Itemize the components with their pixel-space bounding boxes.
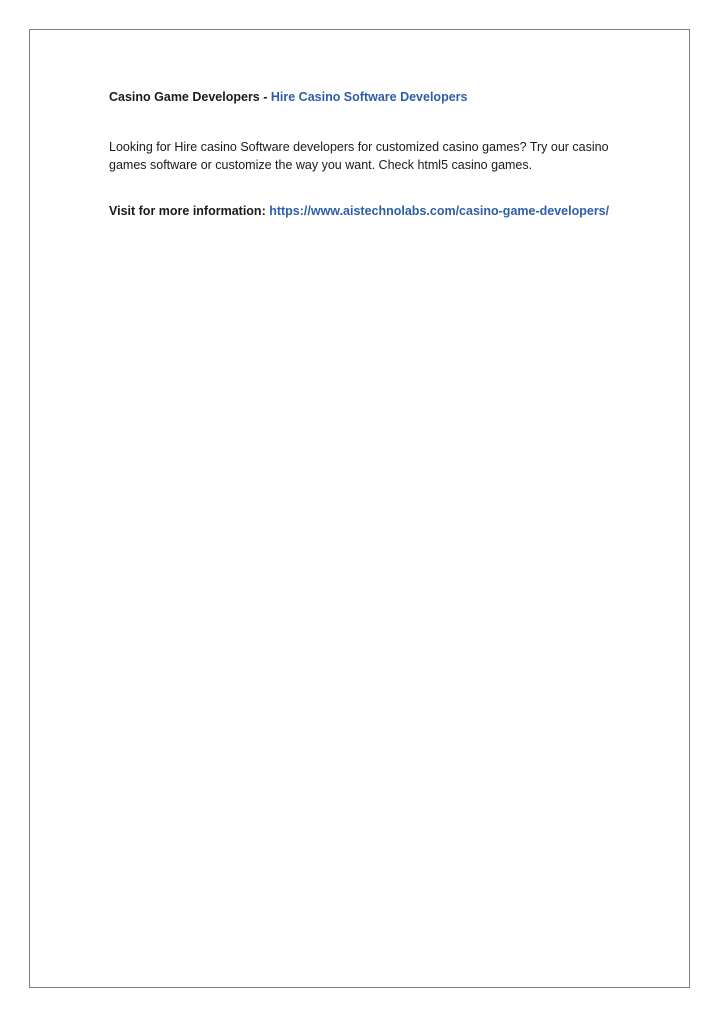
heading-prefix: Casino Game Developers - — [109, 90, 271, 104]
visit-label: Visit for more information: — [109, 204, 270, 218]
document-page — [29, 29, 690, 988]
heading-link[interactable]: Hire Casino Software Developers — [270, 90, 468, 104]
body-paragraph: Looking for Hire casino Software developers for customized casino games? Try our casino games software or customize the way you want. Check html5 casino games. — [109, 140, 609, 172]
visit-url-link[interactable]: https://www.aistechnolabs.com/casino-game-developers/ — [269, 204, 610, 218]
document-heading — [109, 90, 467, 104]
visit-line — [109, 204, 609, 218]
